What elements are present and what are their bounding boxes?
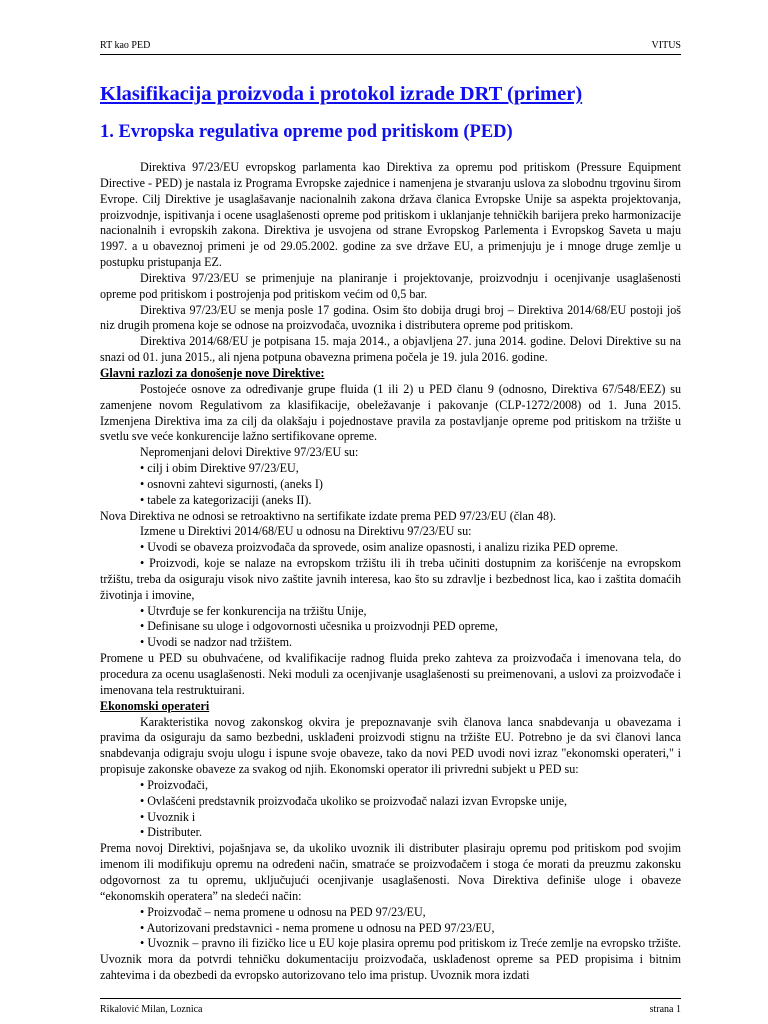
bullet-item: • Proizvodi, koje se nalaze na evropskom tržištu ili ih treba učiniti dostupnim za korišćenje na evropskom tržištu, treba da osiguraju visok nivo zaštite javnih interesa, kao što su zdravlje i bezbednost lica, kao i zaštita domaćih životinja i imovine, [100, 556, 681, 602]
bullet-item: • Autorizovani predstavnici - nema promene u odnosu na PED 97/23/EU, [140, 920, 495, 935]
paragraph: Direktiva 97/23/EU se primenjuje na planiranje i projektovanje, proizvodnju i ocenjivanje usaglašenosti opreme pod pritiskom i postrojenja pod pritiskom većim od 0,5 bar. [100, 270, 681, 301]
bullet-item: • osnovni zahtevi sigurnosti, (aneks I) [140, 476, 323, 491]
bullet-item: • Uvodi se nadzor nad tržištem. [140, 635, 293, 650]
paragraph: Prema novoj Direktivi, pojašnjava se, da ukoliko uvoznik ili distributer plasiraju opremu pod pritiskom pod svojim imenom ili modifikuju opremu na određeni način, smatraće se proizvođačem i stoga će morati da preuzmu zakonsku odgovornost za tu opremu, uključujući ocenjivanje usaglašenosti. Nova Direktiva definiše uloge i obaveze “ekonomskih operatera” na sledeći način: [100, 841, 681, 903]
bullet-item: • Proizvođač – nema promene u odnosu na PED 97/23/EU, [140, 904, 426, 919]
bullet-item: • Proizvođači, [140, 777, 209, 792]
paragraph: Nepromenjani delovi Direktive 97/23/EU su: [140, 445, 359, 460]
bullet-item: • Utvrđuje se fer konkurencija na tržištu Unije, [140, 603, 367, 618]
paragraph: Direktiva 97/23/EU evropskog parlamenta kao Direktiva za opremu pod pritiskom (Pressure Equipment Directive - PED) je nastala iz Programa Evropske zajednice i namenjena je stvaranju uslova za slobodnu trgovinu širom Evrope. Cilj Direktive je usaglašavanje nacionalnih zakona država članica Evropske Unije sa aspekta projektovanja, proizvodnje, ispitivanja i ocene usaglašenosti opreme pod pritiskom i uklanjanje tehničkih barijera preko harmonizacije nacionalnih i evropskih zakona. Direktiva je usvojena od strane Evropskog Parlementa i Evropskog Saveta u maju 1997. a u obaveznoj primeni je od 29.05.2002. godine za sve države EU, a primenjuju je i mnoge druge zemlje u postupku pristupanja EZ. [100, 160, 681, 270]
page-number: strana 1 [649, 1004, 681, 1015]
footer-author-text: Rikalović Milan, Loznica [100, 1004, 203, 1015]
paragraph: Izmene u Direktivi 2014/68/EU u odnosu na Direktivu 97/23/EU su: [140, 524, 472, 539]
bullet-item: • Uvodi se obaveza proizvođača da sprovede, osim analize opasnosti, i analizu rizika PED opreme. [140, 540, 619, 555]
bullet-item: • tabele za kategorizaciji (aneks II). [140, 492, 312, 507]
bullet-item: • Definisane su uloge i odgovornosti učesnika u proizvodnji PED opreme, [140, 619, 498, 634]
paragraph: Promene u PED su obuhvaćene, od kvalifikacije radnog fluida preko zahteva za proizvođača i imenovana tela, do procedura za ocenu usaglašenosti. Neki moduli za ocenjivanje usaglašenosti su preimenovani, a uslovi za proizvođače i imenovana tela restruktuirani. [100, 651, 681, 697]
paragraph: Direktiva 97/23/EU se menja posle 17 godina. Osim što dobija drugi broj – Direktiva 2014/68/EU postoji još niz drugih promena koje se odnose na proizvođača, uvoznika i distributera opreme pod pritiskom. [100, 302, 681, 333]
page-header [100, 40, 681, 55]
header-right-text: VITUS [651, 40, 681, 51]
paragraph: Karakteristika novog zakonskog okvira je prepoznavanje svih članova lanca snabdevanja u obavezama i pravima da osiguraju da samo bezbedni, usklađeni proizvodi stignu na tržište EU. Potrebno je da svi članovi lanca snabdevanja odigraju svoju ulogu i ispune svoje obaveze, tako da novi PED uvodi novi izraz "ekonomski operateri," i propisuje zakonske obaveze za svakog od njih. Ekonomski operator ili privredni subjekt u PED su: [100, 714, 681, 777]
subheading-razlozi: Glavni razlozi za donošenje nove Direktive: [100, 365, 325, 380]
paragraph: Nova Direktiva ne odnosi se retroaktivno na sertifikate izdate prema PED 97/23/EU (član 48). [100, 508, 557, 523]
bullet-item: • cilj i obim Direktive 97/23/EU, [140, 461, 299, 476]
header-left-text: RT kao PED [100, 40, 151, 51]
page-footer [100, 998, 681, 1017]
bullet-item: • Ovlašćeni predstavnik proizvođača ukoliko se proizvođač nalazi izvan Evropske unije, [140, 793, 568, 808]
document-body [100, 160, 681, 984]
paragraph: Postojeće osnove za određivanje grupe fluida (1 ili 2) u PED članu 9 (odnosno, Direktiva 67/548/EEZ) su zamenjene novom Regulativom za klasifikacije, obeležavanje i pakovanje (CLP-1272/2008) od 1. Juna 2015. Izmenjena Direktiva ima za cilj da olakšaju i pojednostave pravila za postavljanje opreme pod pritiskom na tržište u svetlu sve veće konkurencije lažno sertifikovane opreme. [100, 381, 681, 444]
bullet-item: • Distributer. [140, 825, 203, 840]
subheading-operateri: Ekonomski operateri [100, 698, 210, 713]
bullet-item: • Uvoznik i [140, 809, 196, 824]
section-heading: 1. Evropska regulativa opreme pod pritiskom (PED) [100, 122, 513, 142]
paragraph: Direktiva 2014/68/EU je potpisana 15. maja 2014., a objavljena 27. juna 2014. godine. Delovi Direktive su na snazi od 01. juna 2015., ali njena potpuna obavezna primena počela je 19. jula 2016. godine. [100, 334, 681, 365]
document-title: Klasifikacija proizvoda i protokol izrade DRT (primer) [100, 83, 583, 105]
bullet-item: • Uvoznik – pravno ili fizičko lice u EU koje plasira opremu pod pritiskom iz Treće zemlje na evropsko tržište. Uvoznik mora da potvrdi tehničku dokumentaciju proizvođača, usklađenost opreme sa PED propisima i bitnim zahtevima i da obezbedi da evropsko autorizovano telo ima pristup. Uvoznik mora izdati [100, 936, 681, 983]
